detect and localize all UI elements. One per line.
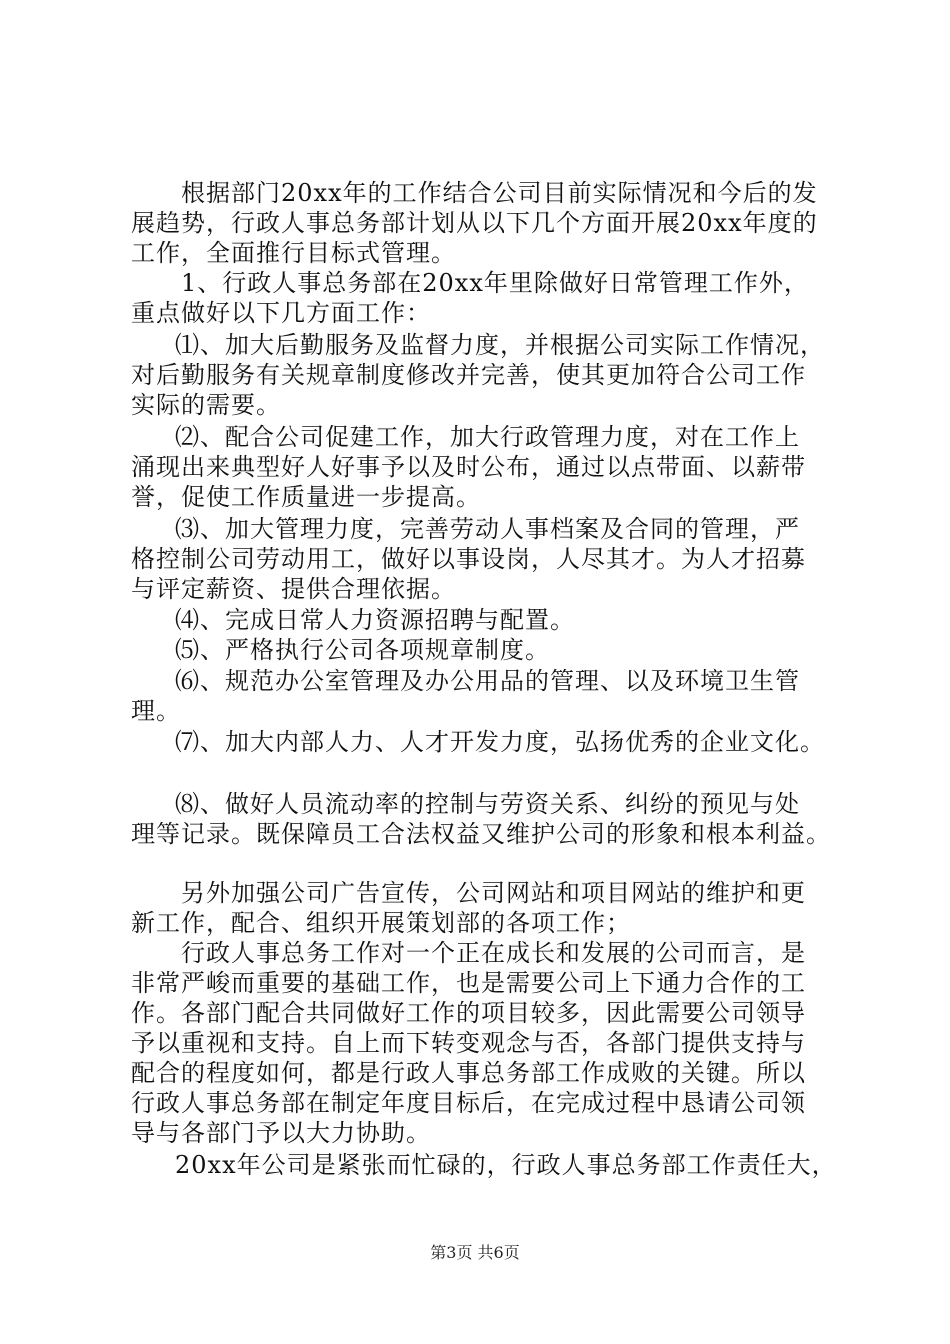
list-item-line: ⑷、完成日常人力资源招聘与配置。 [175, 606, 575, 634]
list-item-line: 实际的需要。 [131, 391, 281, 419]
paragraph-line: 另外加强公司广告宣传，公司网站和项目网站的维护和更 [181, 879, 806, 907]
list-item-line: 涌现出来典型好人好事予以及时公布，通过以点带面、以薪带 [131, 453, 806, 481]
list-item-line: 与评定薪资、提供合理依据。 [131, 575, 456, 603]
list-item-line: ⑻、做好人员流动率的控制与劳资关系、纠纷的预见与处 [175, 790, 800, 818]
paragraph-line: 行政人事总务部在制定年度目标后，在完成过程中恳请公司领 [131, 1089, 806, 1117]
list-item-line: 理。 [131, 697, 181, 725]
list-item-line: ⑹、规范办公室管理及办公用品的管理、以及环境卫生管 [175, 667, 800, 695]
paragraph-line: 新工作，配合、组织开展策划部的各项工作； [131, 909, 631, 937]
paragraph-line: 配合的程度如何，都是行政人事总务部工作成败的关键。所以 [131, 1059, 806, 1087]
paragraph-line: 1、行政人事总务部在20xx年里除做好日常管理工作外， [181, 269, 809, 297]
paragraph-line: 工作，全面推行目标式管理。 [131, 239, 456, 267]
page-number-footer: 第3页 共6页 [430, 1243, 520, 1262]
paragraph-line: 重点做好以下几方面工作： [131, 299, 431, 327]
list-item-line: ⑺、加大内部人力、人才开发力度，弘扬优秀的企业文化。 [175, 728, 825, 756]
paragraph-line: 展趋势，行政人事总务部计划从以下几个方面开展20xx年度的 [131, 209, 818, 237]
paragraph-line: 非常严峻而重要的基础工作，也是需要公司上下通力合作的工 [131, 969, 806, 997]
list-item-line: ⑵、配合公司促建工作，加大行政管理力度，对在工作上 [175, 423, 800, 451]
paragraph-line: 予以重视和支持。自上而下转变观念与否，各部门提供支持与 [131, 1029, 806, 1057]
paragraph-line: 作。各部门配合共同做好工作的项目较多，因此需要公司领导 [131, 999, 806, 1027]
paragraph-line: 根据部门20xx年的工作结合公司目前实际情况和今后的发 [181, 179, 818, 207]
list-item-line: 誉，促使工作质量进一步提高。 [131, 483, 481, 511]
paragraph-line: 20xx年公司是紧张而忙碌的，行政人事总务部工作责任大， [175, 1151, 837, 1179]
list-item-line: ⑴、加大后勤服务及监督力度，并根据公司实际工作情况， [175, 331, 825, 359]
paragraph-line: 行政人事总务工作对一个正在成长和发展的公司而言，是 [181, 939, 806, 967]
list-item-line: 对后勤服务有关规章制度修改并完善，使其更加符合公司工作 [131, 361, 806, 389]
list-item-line: 理等记录。既保障员工合法权益又维护公司的形象和根本利益。 [131, 820, 831, 848]
paragraph-line: 导与各部门予以大力协助。 [131, 1119, 431, 1147]
list-item-line: ⑶、加大管理力度，完善劳动人事档案及合同的管理，严 [175, 515, 800, 543]
list-item-line: 格控制公司劳动用工，做好以事设岗，人尽其才。为人才招募 [131, 545, 806, 573]
list-item-line: ⑸、严格执行公司各项规章制度。 [175, 636, 550, 664]
